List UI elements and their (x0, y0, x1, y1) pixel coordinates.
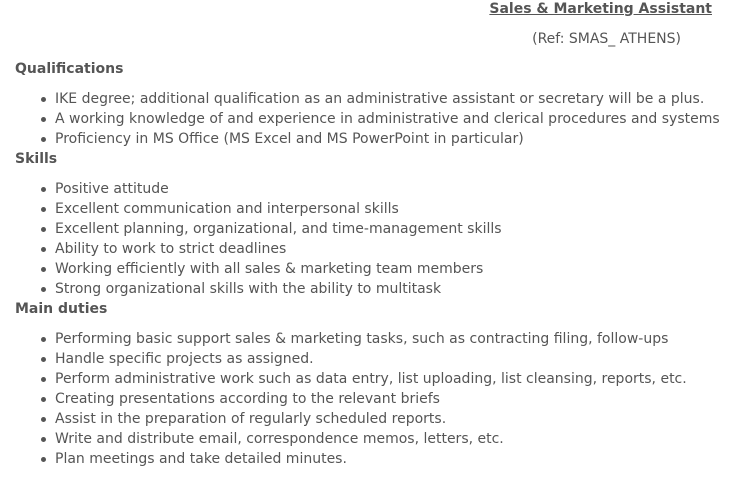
list-item: Positive attitude (55, 179, 730, 199)
qualifications-section (15, 59, 730, 149)
skills-section (15, 149, 730, 299)
duties-section (15, 299, 730, 469)
list-item: A working knowledge of and experience in administrative and clerical procedures and systems (55, 109, 730, 129)
list-item: Proficiency in MS Office (MS Excel and MS PowerPoint in particular) (55, 129, 730, 149)
skills-list (15, 179, 730, 299)
list-item: Ability to work to strict deadlines (55, 239, 730, 259)
list-item: Working efficiently with all sales & marketing team members (55, 259, 730, 279)
list-item: Performing basic support sales & marketing tasks, such as contracting filing, follow-ups (55, 329, 730, 349)
list-item: Excellent communication and interpersonal skills (55, 199, 730, 219)
duties-list (15, 329, 730, 469)
list-item: Strong organizational skills with the ability to multitask (55, 279, 730, 299)
qualifications-list (15, 89, 730, 149)
list-item: Creating presentations according to the relevant briefs (55, 389, 730, 409)
list-item: IKE degree; additional qualification as an administrative assistant or secretary will be a plus. (55, 89, 730, 109)
qualifications-heading: Qualifications (15, 61, 124, 77)
list-item: Handle specific projects as assigned. (55, 349, 730, 369)
duties-heading: Main duties (15, 301, 108, 317)
list-item: Plan meetings and take detailed minutes. (55, 449, 730, 469)
job-description (15, 59, 730, 469)
list-item: Perform administrative work such as data entry, list uploading, list cleansing, reports, etc. (55, 369, 730, 389)
job-title: Sales & Marketing Assistant (489, 1, 712, 17)
job-reference: (Ref: SMAS_ ATHENS) (532, 31, 681, 47)
list-item: Assist in the preparation of regularly scheduled reports. (55, 409, 730, 429)
list-item: Excellent planning, organizational, and time-management skills (55, 219, 730, 239)
skills-heading: Skills (15, 151, 58, 167)
list-item: Write and distribute email, correspondence memos, letters, etc. (55, 429, 730, 449)
